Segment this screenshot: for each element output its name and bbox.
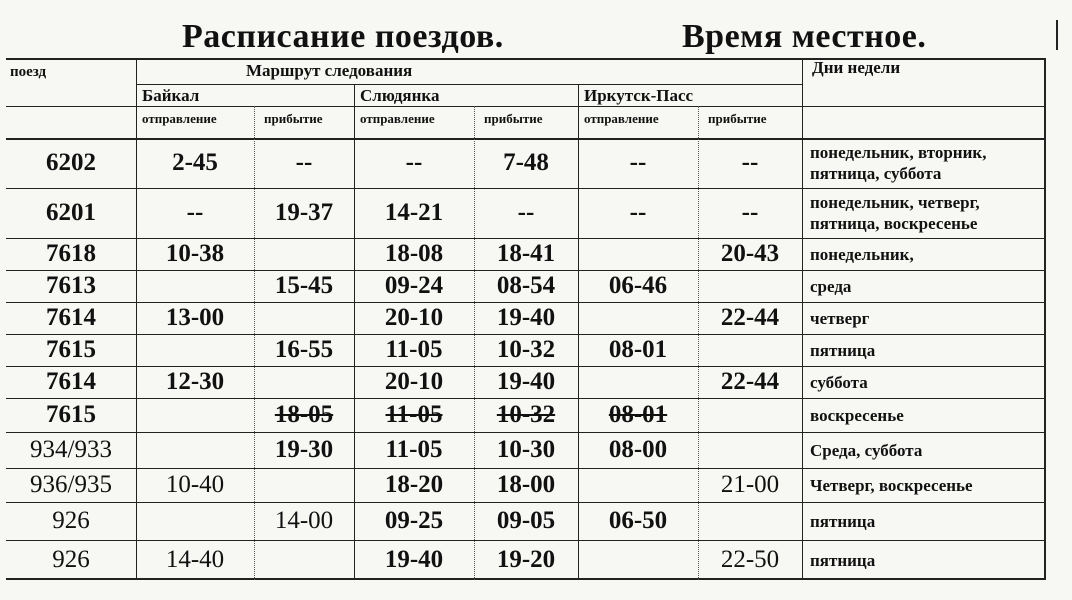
time-cell: -- [741,149,759,176]
days-cell [810,188,980,238]
time-cell: 22-50 [720,546,780,573]
time-cell: -- [741,199,759,226]
days-cell [810,502,875,540]
header-train: поезд [10,64,47,80]
days-line: среда [810,276,852,296]
time-cell: 11-05 [385,336,443,363]
time-cell: 09-25 [384,507,444,534]
train-number: 7614 [46,368,96,395]
time-cell: 18-00 [496,471,556,498]
days-cell [810,540,875,580]
time-cell: 18-41 [496,240,556,267]
time-cell: -- [295,149,313,176]
days-line: понедельник, [810,244,914,264]
days-line: суббота [810,372,868,392]
train-number: 7613 [46,272,96,299]
time-cell: -- [629,199,647,226]
time-cell: 08-00 [608,436,668,463]
time-cell: 08-01 [608,401,668,428]
time-cell: 16-55 [274,336,334,363]
days-cell [810,432,922,468]
days-line: пятница, воскресенье [810,214,978,233]
time-cell: 14-00 [274,507,334,534]
train-number: 7614 [46,304,96,331]
time-cell: 14-21 [384,199,444,226]
train-number: 6201 [46,199,96,226]
station-rule [6,106,1044,107]
header-station: Байкал [142,86,200,105]
days-line: пятница [810,550,876,570]
header-station: Иркутск-Пасс [584,86,694,105]
days-line: пятница [810,340,876,360]
time-cell: -- [405,149,423,176]
time-cell: 10-40 [165,471,225,498]
time-cell: 10-32 [496,401,556,428]
time-cell: 18-05 [274,401,334,428]
time-cell: 06-46 [608,272,668,299]
days-cell [810,366,868,398]
time-cell: 10-30 [496,436,556,463]
time-cell: 08-54 [496,272,556,299]
train-number: 926 [52,507,90,534]
train-number: 934/933 [30,436,112,463]
time-cell: 19-37 [274,199,334,226]
time-cell: -- [629,149,647,176]
header-route: Маршрут следования [246,61,413,80]
col-rule [802,60,803,580]
time-cell: 09-05 [496,507,556,534]
days-line: Среда, суббота [810,440,923,460]
time-cell: 19-40 [384,546,444,573]
days-cell [810,138,986,188]
time-cell: 09-24 [384,272,444,299]
time-cell: 14-40 [165,546,225,573]
time-cell: 18-20 [384,471,444,498]
days-line: понедельник, четверг, [810,193,980,212]
days-line: пятница, суббота [810,164,942,183]
page-edge-mark [1056,20,1058,50]
time-cell: 13-00 [165,304,225,331]
local-time-note: Время местное. [682,18,927,55]
time-cell: 19-40 [496,304,556,331]
days-cell [810,238,914,270]
time-cell: 06-50 [608,507,668,534]
time-cell: -- [186,199,204,226]
time-cell: 20-10 [384,368,444,395]
time-cell: -- [517,199,535,226]
header-departure: отправление [360,111,435,126]
days-cell [810,398,904,432]
train-number: 926 [52,546,90,573]
time-cell: 22-44 [720,368,780,395]
header-arrival: прибытие [484,111,543,126]
header-station: Слюдянка [360,86,440,105]
header-departure: отправление [584,111,659,126]
time-cell: 10-32 [496,336,556,363]
time-cell: 19-40 [496,368,556,395]
header-arrival: прибытие [264,111,323,126]
time-cell: 19-20 [496,546,556,573]
days-line: понедельник, вторник, [810,143,987,162]
time-cell: 11-05 [385,436,443,463]
time-cell: 11-05 [385,401,443,428]
header-rule [136,84,802,85]
days-line: пятница [810,511,876,531]
time-cell: 2-45 [172,149,218,176]
time-cell: 18-08 [384,240,444,267]
days-line: Четверг, воскресенье [810,475,973,495]
time-cell: 19-30 [274,436,334,463]
time-cell: 12-30 [165,368,225,395]
header-departure: отправление [142,111,217,126]
days-line: воскресенье [810,405,904,425]
time-cell: 20-43 [720,240,780,267]
schedule-title: Расписание поездов. [182,18,504,55]
header-arrival: прибытие [708,111,767,126]
time-cell: 7-48 [503,149,549,176]
train-number: 7618 [46,240,96,267]
time-cell: 10-38 [165,240,225,267]
time-cell: 20-10 [384,304,444,331]
days-line: четверг [810,308,870,328]
time-cell: 15-45 [274,272,334,299]
days-cell [810,270,851,302]
time-cell: 22-44 [720,304,780,331]
schedule-table [6,58,1046,580]
header-days: Дни недели [812,58,901,77]
days-cell [810,302,869,334]
train-number: 7615 [46,336,96,363]
time-cell: 21-00 [720,471,780,498]
train-number: 6202 [46,149,96,176]
time-cell: 08-01 [608,336,668,363]
days-cell [810,468,973,502]
train-number: 936/935 [30,471,112,498]
days-cell [810,334,875,366]
train-number: 7615 [46,401,96,428]
